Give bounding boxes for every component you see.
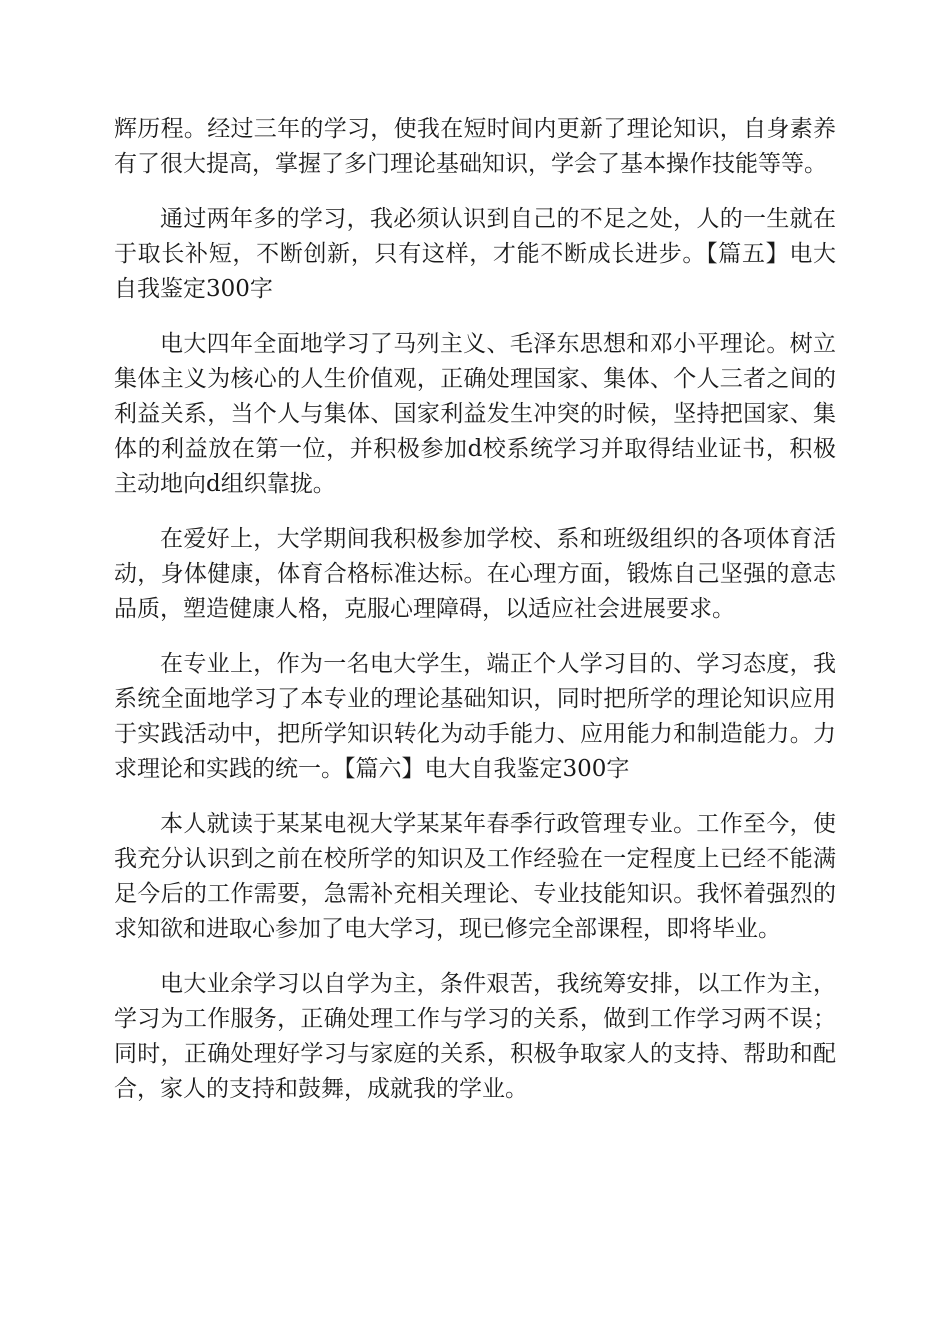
paragraph: 通过两年多的学习，我必须认识到自己的不足之处，人的一生就在于取长补短，不断创新，只有这样，才能不断成长进步。【篇五】电大自我鉴定300字 [114, 206, 836, 302]
paragraph-continuation: 辉历程。经过三年的学习，使我在短时间内更新了理论知识，自身素养有了很大提高，掌握了多门理论基础知识，学会了基本操作技能等等。 [114, 116, 836, 177]
document-body [114, 112, 836, 1127]
paragraph: 电大四年全面地学习了马列主义、毛泽东思想和邓小平理论。树立集体主义为核心的人生价值观，正确处理国家、集体、个人三者之间的利益关系，当个人与集体、国家利益发生冲突的时候，坚持把国家、集体的利益放在第一位，并积极参加d校系统学习并取得结业证书，积极主动地向d组织靠拢。 [114, 331, 836, 497]
paragraph: 本人就读于某某电视大学某某年春季行政管理专业。工作至今，使我充分认识到之前在校所学的知识及工作经验在一定程度上已经不能满足今后的工作需要，急需补充相关理论、专业技能知识。我怀着强烈的求知欲和进取心参加了电大学习，现已修完全部课程，即将毕业。 [114, 811, 836, 942]
paragraph: 在专业上，作为一名电大学生，端正个人学习目的、学习态度，我系统全面地学习了本专业的理论基础知识，同时把所学的理论知识应用于实践活动中，把所学知识转化为动手能力、应用能力和制造能力。力求理论和实践的统一。【篇六】电大自我鉴定300字 [114, 651, 836, 782]
paragraph: 在爱好上，大学期间我积极参加学校、系和班级组织的各项体育活动，身体健康，体育合格标准达标。在心理方面，锻炼自己坚强的意志品质，塑造健康人格，克服心理障碍，以适应社会进展要求。 [114, 526, 836, 622]
paragraph: 电大业余学习以自学为主，条件艰苦，我统筹安排，以工作为主，学习为工作服务，正确处理工作与学习的关系，做到工作学习两不误；同时，正确处理好学习与家庭的关系，积极争取家人的支持、帮助和配合，家人的支持和鼓舞，成就我的学业。 [114, 971, 836, 1102]
